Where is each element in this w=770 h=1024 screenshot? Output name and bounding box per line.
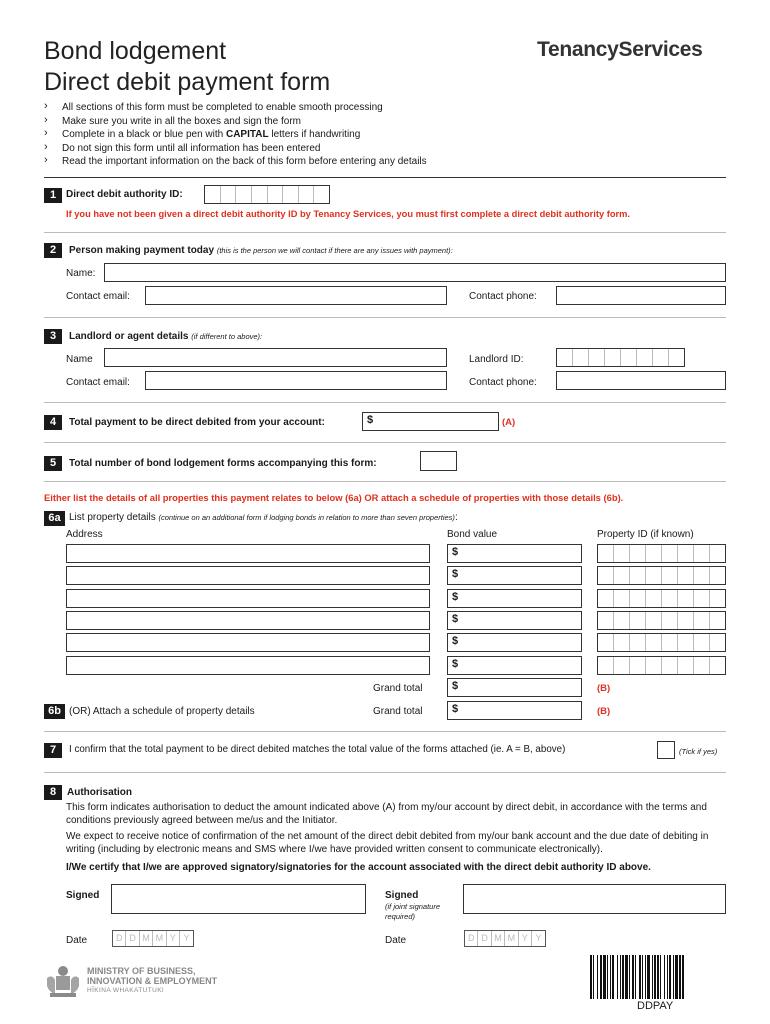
date-digit-cell[interactable]: Y xyxy=(183,933,190,943)
certification-statement: I/We certify that I/we are approved signatory/signatories for the account associated with the direct debit authority ID above. xyxy=(66,862,651,873)
grand-total-6b-input[interactable] xyxy=(447,701,582,720)
currency-symbol: $ xyxy=(452,635,459,648)
barcode-bar xyxy=(684,955,685,999)
payer-name-label: Name: xyxy=(66,268,96,279)
signed-joint-label: Signed xyxy=(385,890,419,901)
attach-schedule-label: (OR) Attach a schedule of property details xyxy=(69,706,255,717)
divider xyxy=(44,772,726,773)
authorisation-heading: Authorisation xyxy=(67,787,132,798)
property-bond-input[interactable] xyxy=(447,589,582,608)
property-id-input[interactable] xyxy=(597,544,726,563)
currency-symbol: $ xyxy=(452,657,459,670)
ministry-name-line3: HĪKINA WHAKATUTUKI xyxy=(87,987,165,994)
property-bond-input[interactable] xyxy=(447,566,582,585)
date-digit-cell[interactable]: M xyxy=(140,931,153,946)
date-digit-cell[interactable]: Y xyxy=(519,931,532,946)
tenancy-services-logo: TenancyServices xyxy=(537,38,703,61)
form-title xyxy=(44,36,330,98)
section-4-number: 4 xyxy=(44,415,62,430)
property-address-input[interactable] xyxy=(66,566,430,585)
property-bond-input[interactable] xyxy=(447,611,582,630)
payer-phone-label: Contact phone: xyxy=(469,291,537,302)
instruction-item: › Do not sign this form until all information has been entered xyxy=(44,142,427,156)
date-digit-cell[interactable]: D xyxy=(465,931,478,946)
date-digit-cell[interactable]: M xyxy=(153,931,166,946)
divider xyxy=(44,731,726,732)
landlord-id-label: Landlord ID: xyxy=(469,354,524,365)
either-or-note: Either list the details of all properties this payment relates to below (6a) OR attach a schedule of properties with those details (6b). xyxy=(44,492,624,503)
instruction-item: › Complete in a black or blue pen with CAPITAL letters if handwriting xyxy=(44,128,427,142)
divider xyxy=(44,402,726,403)
property-address-input[interactable] xyxy=(66,611,430,630)
date-digit-cell[interactable]: M xyxy=(492,931,505,946)
property-address-input[interactable] xyxy=(66,656,430,675)
direct-debit-id-input[interactable] xyxy=(204,185,330,204)
currency-symbol: $ xyxy=(452,568,459,581)
date-label: Date xyxy=(66,935,88,946)
section-8-number: 8 xyxy=(44,785,62,800)
ministry-name-line1: MINISTRY OF BUSINESS, xyxy=(87,966,196,976)
form-count-label: Total number of bond lodgement forms accompanying this form: xyxy=(69,458,377,469)
property-bond-input[interactable] xyxy=(447,544,582,563)
currency-symbol: $ xyxy=(452,590,459,603)
currency-symbol: $ xyxy=(452,680,459,692)
date-1-input[interactable] xyxy=(112,930,194,947)
property-address-input[interactable] xyxy=(66,589,430,608)
form-count-input[interactable] xyxy=(420,451,457,471)
currency-symbol: $ xyxy=(452,703,459,715)
date-digit-cell[interactable]: D xyxy=(113,931,126,946)
property-id-input[interactable] xyxy=(597,589,726,608)
property-address-input[interactable] xyxy=(66,544,430,563)
property-list-heading: List property details (continue on an additional form if lodging bonds in relation to more than seven properties): xyxy=(69,512,458,523)
instruction-item: › All sections of this form must be completed to enable smooth processing xyxy=(44,101,427,115)
property-bond-input[interactable] xyxy=(447,633,582,652)
barcode xyxy=(590,955,727,999)
bond-value-column-header: Bond value xyxy=(447,529,498,540)
form-title-line1: Bond lodgement xyxy=(44,37,227,65)
divider xyxy=(44,317,726,318)
payer-name-input[interactable] xyxy=(104,263,726,282)
property-bond-input[interactable] xyxy=(447,656,582,675)
payer-email-input[interactable] xyxy=(145,286,447,305)
joint-signature-note: (if joint signature required) xyxy=(385,902,441,921)
signed-label: Signed xyxy=(66,890,100,901)
confirm-total-label: I confirm that the total payment to be direct debited matches the total value of the forms attached (ie. A = B, above) xyxy=(69,744,566,755)
coat-of-arms-icon xyxy=(44,964,82,998)
property-id-column-header: Property ID (if known) xyxy=(597,529,694,540)
signature-2-input[interactable] xyxy=(463,884,726,914)
date-digit-cell[interactable]: M xyxy=(505,931,518,946)
date-joint-label: Date xyxy=(385,935,407,946)
grand-total-6a-input[interactable] xyxy=(447,678,582,697)
landlord-phone-label: Contact phone: xyxy=(469,377,537,388)
grand-total-label: Grand total xyxy=(373,683,423,694)
property-id-input[interactable] xyxy=(597,633,726,652)
payer-phone-input[interactable] xyxy=(556,286,726,305)
authorisation-paragraph-2: We expect to receive notice of confirmation of the net amount of the direct debit debited from my/our bank account and the due date of debiting in writing (including by electronic means and SMS where I/we have provided written consent to communicate electronically). xyxy=(66,831,709,855)
section-3-number: 3 xyxy=(44,329,62,344)
payer-heading: Person making payment today (this is the person we will contact if there are any issues with payment): xyxy=(69,245,453,256)
property-address-input[interactable] xyxy=(66,633,430,652)
ministry-name-line2: INNOVATION & EMPLOYMENT xyxy=(87,976,218,986)
payer-email-label: Contact email: xyxy=(66,291,130,302)
date-digit-cell[interactable]: D xyxy=(478,931,491,946)
currency-symbol: $ xyxy=(452,612,459,625)
confirm-total-checkbox[interactable] xyxy=(657,741,675,759)
landlord-email-input[interactable] xyxy=(145,371,447,390)
currency-symbol: $ xyxy=(452,546,459,558)
landlord-email-label: Contact email: xyxy=(66,377,130,388)
grand-total-label: Grand total xyxy=(373,706,423,717)
authority-form-warning: If you have not been given a direct debit authority ID by Tenancy Services, you must first complete a direct debit authority form. xyxy=(66,209,630,219)
instruction-item: › Make sure you write in all the boxes and sign the form xyxy=(44,115,427,129)
marker-b: (B) xyxy=(597,706,611,717)
total-payment-label: Total payment to be direct debited from your account: xyxy=(69,417,325,428)
section-6a-number: 6a xyxy=(44,511,65,526)
landlord-name-label: Name xyxy=(66,354,93,365)
instruction-item: › Read the important information on the back of this form before entering any details xyxy=(44,155,427,169)
section-7-number: 7 xyxy=(44,743,62,758)
date-digit-cell[interactable]: D xyxy=(126,931,139,946)
divider xyxy=(44,442,726,443)
section-6b-number: 6b xyxy=(44,704,65,719)
currency-symbol: $ xyxy=(367,414,374,426)
form-title-line2: Direct debit payment form xyxy=(44,68,331,96)
landlord-phone-input[interactable] xyxy=(556,371,726,390)
marker-a: (A) xyxy=(502,417,516,428)
section-1-number: 1 xyxy=(44,188,62,203)
section-2-number: 2 xyxy=(44,243,62,258)
instructions-list xyxy=(44,101,427,169)
ministry-logo xyxy=(44,964,217,998)
property-id-input[interactable] xyxy=(597,656,726,675)
tick-if-yes-note: (Tick if yes) xyxy=(679,747,718,756)
direct-debit-id-label: Direct debit authority ID: xyxy=(66,189,183,200)
marker-b: (B) xyxy=(597,683,611,694)
section-5-number: 5 xyxy=(44,456,62,471)
divider xyxy=(44,232,726,233)
landlord-heading: Landlord or agent details (if different to above): xyxy=(69,331,263,342)
address-column-header: Address xyxy=(66,529,103,540)
barcode-label: DDPAY xyxy=(637,1000,674,1012)
divider xyxy=(44,481,726,482)
date-digit-cell[interactable]: Y xyxy=(535,933,542,943)
total-payment-input[interactable] xyxy=(362,412,499,431)
signature-1-input[interactable] xyxy=(111,884,366,914)
property-id-input[interactable] xyxy=(597,611,726,630)
landlord-name-input[interactable] xyxy=(104,348,447,367)
date-2-input[interactable] xyxy=(464,930,546,947)
authorisation-paragraph-1: This form indicates authorisation to deduct the amount indicated above (A) from my/our account by direct debit, in accordance with the terms and conditions previously agreed between me/us and the Initiator. xyxy=(66,802,707,826)
property-id-input[interactable] xyxy=(597,566,726,585)
divider xyxy=(44,177,726,178)
landlord-id-input[interactable] xyxy=(556,348,685,367)
date-digit-cell[interactable]: Y xyxy=(167,931,180,946)
